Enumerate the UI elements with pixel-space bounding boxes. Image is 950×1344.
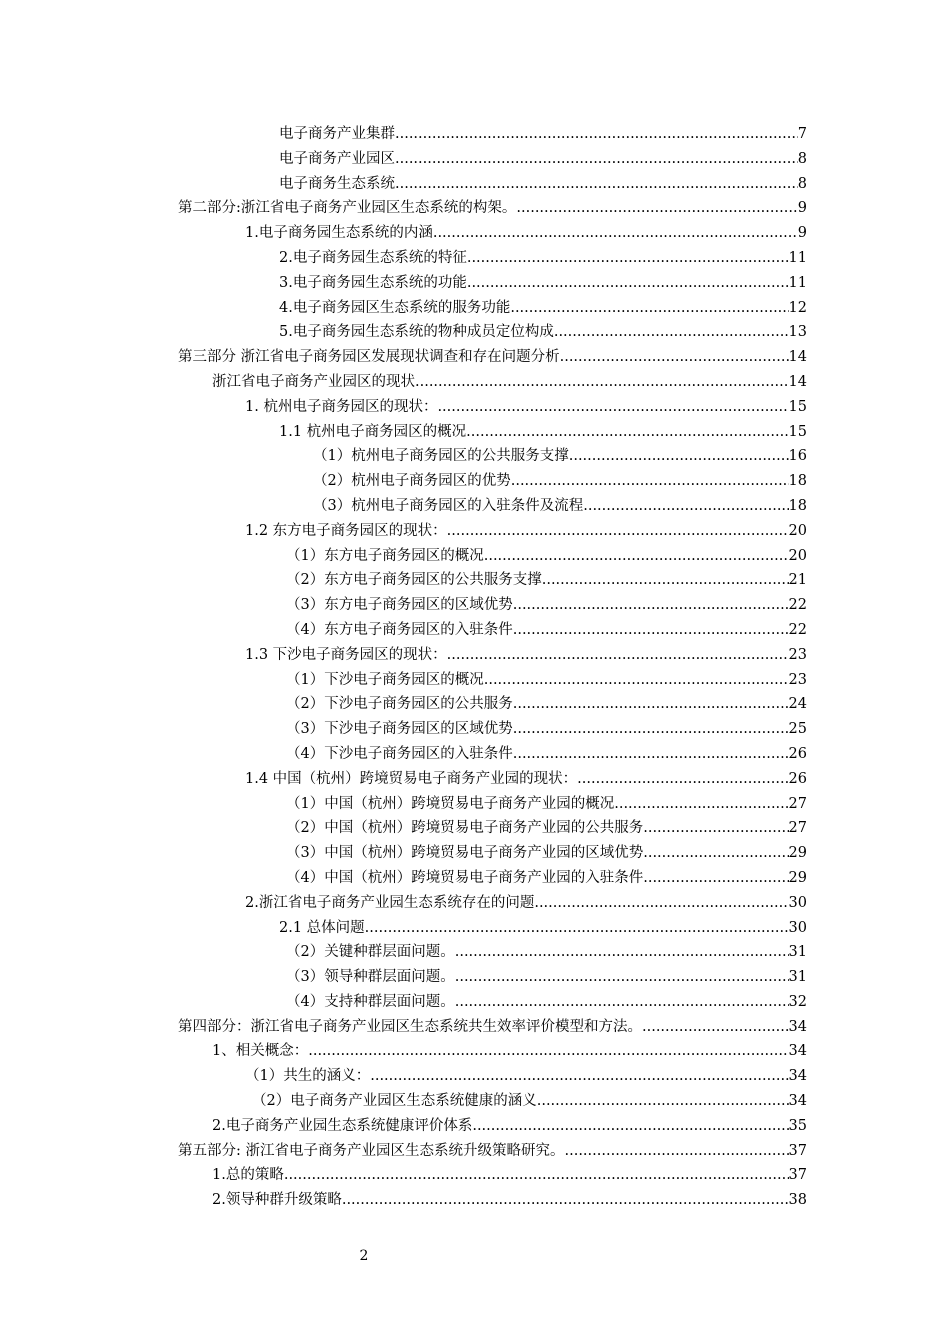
toc-entry-page-number: 8 — [797, 175, 807, 192]
toc-dot-leader — [415, 370, 789, 395]
toc-entry-title: （1）共生的涵义： — [245, 1068, 371, 1085]
toc-entry-page-number: 18 — [788, 497, 807, 514]
toc-dot-leader — [308, 1039, 788, 1064]
toc-entry-title: （2）下沙电子商务园区的公共服务 — [286, 696, 513, 713]
toc-entry[interactable] — [0, 221, 950, 246]
toc-entry-title: 1.电子商务园生态系统的内涵 — [245, 225, 433, 242]
toc-entry-row — [286, 841, 807, 866]
toc-entry-page-number: 22 — [788, 597, 807, 614]
toc-entry-page-number: 20 — [788, 522, 807, 539]
toc-entry[interactable] — [0, 643, 950, 668]
toc-entry[interactable] — [0, 196, 950, 221]
toc-entry-title: 1.3 下沙电子商务园区的现状： — [245, 646, 447, 663]
toc-entry-title: 1.1 杭州电子商务园区的概况 — [279, 423, 467, 440]
toc-entry-row — [245, 395, 807, 420]
toc-entry[interactable] — [0, 320, 950, 345]
toc-entry[interactable] — [0, 1064, 950, 1089]
toc-entry-title: 2.领导种群升级策略 — [212, 1192, 342, 1209]
toc-entry-row — [286, 866, 807, 891]
toc-entry-title: 第三部分 浙江省电子商务园区发展现状调查和存在问题分析 — [178, 349, 560, 366]
toc-entry-title: 第五部分: 浙江省电子商务产业园区生态系统升级策略研究。 — [178, 1142, 565, 1159]
toc-entry-page-number: 27 — [788, 820, 807, 837]
toc-entry-title: 浙江省电子商务产业园区的现状 — [212, 373, 415, 390]
toc-entry-row — [286, 717, 807, 742]
toc-dot-leader — [614, 792, 788, 817]
toc-dot-leader — [643, 841, 788, 866]
toc-entry-title: 2.浙江省电子商务产业园生态系统存在的问题 — [245, 894, 535, 911]
toc-entry-title: 4.电子商务园区生态系统的服务功能 — [279, 299, 511, 316]
toc-entry-page-number: 35 — [788, 1117, 807, 1134]
toc-entry[interactable] — [0, 692, 950, 717]
toc-dot-leader — [513, 618, 789, 643]
toc-entry-row — [286, 965, 807, 990]
toc-entry-title: （2）杭州电子商务园区的优势 — [313, 473, 511, 490]
toc-entry[interactable] — [0, 568, 950, 593]
toc-dot-leader — [447, 643, 789, 668]
toc-entry-page-number: 32 — [788, 993, 807, 1010]
toc-dot-leader — [583, 494, 788, 519]
toc-entry[interactable] — [0, 296, 950, 321]
toc-entry-title: 1、相关概念： — [212, 1043, 309, 1060]
toc-dot-leader — [437, 395, 788, 420]
toc-entry-row — [178, 196, 807, 221]
toc-entry[interactable] — [0, 916, 950, 941]
toc-entry-title: 5.电子商务园生态系统的物种成员定位构成 — [279, 324, 554, 341]
toc-entry-row — [313, 494, 807, 519]
toc-entry-title: （3）领导种群层面问题。 — [286, 969, 455, 986]
toc-entry[interactable] — [0, 940, 950, 965]
toc-entry-row — [279, 420, 807, 445]
toc-entry-row — [279, 172, 807, 197]
toc-entry[interactable] — [0, 519, 950, 544]
toc-entry[interactable] — [0, 1015, 950, 1040]
toc-entry-row — [279, 122, 807, 147]
toc-entry-title: 第二部分:浙江省电子商务产业园区生态系统的构架。 — [178, 200, 517, 217]
toc-entry-row — [245, 221, 807, 246]
toc-dot-leader — [466, 420, 788, 445]
toc-dot-leader — [467, 246, 789, 271]
toc-dot-leader — [577, 767, 788, 792]
toc-entry-page-number: 20 — [788, 547, 807, 564]
toc-entry-row — [245, 767, 807, 792]
toc-dot-leader — [455, 965, 789, 990]
toc-dot-leader — [433, 221, 798, 246]
toc-entry-title: （2）电子商务产业园区生态系统健康的涵义 — [252, 1093, 537, 1110]
toc-entry[interactable] — [0, 1188, 950, 1213]
toc-dot-leader — [395, 122, 798, 147]
toc-entry-title: （4）中国（杭州）跨境贸易电子商务产业园的入驻条件 — [286, 869, 644, 886]
toc-entry-row — [178, 345, 807, 370]
toc-entry[interactable] — [0, 717, 950, 742]
toc-entry[interactable] — [0, 792, 950, 817]
toc-entry[interactable] — [0, 742, 950, 767]
toc-dot-leader — [513, 593, 789, 618]
toc-entry-title: （1）下沙电子商务园区的概况 — [286, 671, 484, 688]
toc-entry-row — [178, 1015, 807, 1040]
toc-entry-page-number: 14 — [788, 373, 807, 390]
toc-entry[interactable] — [0, 1089, 950, 1114]
toc-entry-title: （4）东方电子商务园区的入驻条件 — [286, 621, 513, 638]
toc-entry[interactable] — [0, 271, 950, 296]
toc-entry-title: 1.总的策略 — [212, 1167, 284, 1184]
toc-entry[interactable] — [0, 444, 950, 469]
toc-entry-page-number: 26 — [788, 770, 807, 787]
toc-entry-row — [212, 1163, 807, 1188]
toc-entry-page-number: 29 — [788, 845, 807, 862]
toc-entry-row — [178, 1139, 807, 1164]
toc-entry-row — [212, 370, 807, 395]
toc-entry[interactable] — [0, 172, 950, 197]
toc-dot-leader — [643, 816, 788, 841]
toc-entry[interactable] — [0, 345, 950, 370]
toc-entry-row — [279, 271, 807, 296]
toc-entry-title: （1）杭州电子商务园区的公共服务支撑 — [313, 448, 569, 465]
toc-entry-row — [279, 246, 807, 271]
toc-entry[interactable] — [0, 866, 950, 891]
page-number: 2 — [359, 1248, 369, 1264]
toc-entry-title: （3）杭州电子商务园区的入驻条件及流程 — [313, 497, 584, 514]
toc-entry-row — [245, 1064, 807, 1089]
table-of-contents — [0, 122, 950, 1213]
toc-entry-row — [279, 147, 807, 172]
toc-entry-title: 第四部分：浙江省电子商务产业园区生态系统共生效率评价模型和方法。 — [178, 1018, 642, 1035]
toc-dot-leader — [455, 990, 789, 1015]
toc-entry-title: （1）中国（杭州）跨境贸易电子商务产业园的概况 — [286, 795, 615, 812]
toc-entry-row — [286, 816, 807, 841]
toc-entry-title: 2.电子商务产业园生态系统健康评价体系 — [212, 1117, 473, 1134]
toc-entry-title: 1. 杭州电子商务园区的现状： — [245, 398, 438, 415]
toc-entry-title: （3）东方电子商务园区的区域优势 — [286, 597, 513, 614]
toc-entry-row — [212, 1188, 807, 1213]
toc-entry-page-number: 34 — [788, 1068, 807, 1085]
toc-entry-page-number: 23 — [788, 671, 807, 688]
toc-entry-row — [286, 990, 807, 1015]
toc-entry-page-number: 34 — [788, 1043, 807, 1060]
toc-entry-page-number: 30 — [788, 894, 807, 911]
toc-entry-page-number: 34 — [788, 1093, 807, 1110]
toc-entry-row — [286, 544, 807, 569]
toc-dot-leader — [542, 568, 789, 593]
toc-entry-title: 1.4 中国（杭州）跨境贸易电子商务产业园的现状： — [245, 770, 578, 787]
toc-entry[interactable] — [0, 147, 950, 172]
toc-entry[interactable] — [0, 1139, 950, 1164]
toc-entry-row — [313, 444, 807, 469]
toc-dot-leader — [537, 1089, 789, 1114]
toc-entry[interactable] — [0, 1039, 950, 1064]
toc-entry-row — [279, 320, 807, 345]
toc-entry[interactable] — [0, 1163, 950, 1188]
toc-entry-title: （2）东方电子商务园区的公共服务支撑 — [286, 572, 542, 589]
toc-entry-title: （3）下沙电子商务园区的区域优势 — [286, 721, 513, 738]
toc-entry-title: 电子商务生态系统 — [279, 175, 395, 192]
toc-entry-title: 3.电子商务园生态系统的功能 — [279, 274, 467, 291]
toc-dot-leader — [554, 320, 789, 345]
toc-entry[interactable] — [0, 370, 950, 395]
toc-entry-page-number: 16 — [788, 448, 807, 465]
toc-entry-title: （4）支持种群层面问题。 — [286, 993, 455, 1010]
toc-dot-leader — [370, 1064, 788, 1089]
toc-entry[interactable] — [0, 618, 950, 643]
toc-entry-row — [286, 742, 807, 767]
toc-entry[interactable] — [0, 469, 950, 494]
toc-dot-leader — [642, 1015, 789, 1040]
toc-entry-title: 电子商务产业集群 — [279, 126, 395, 142]
toc-entry-title: （2）中国（杭州）跨境贸易电子商务产业园的公共服务 — [286, 820, 644, 837]
toc-entry-page-number: 8 — [797, 150, 807, 167]
toc-entry-page-number: 21 — [788, 572, 807, 589]
toc-dot-leader — [472, 1114, 788, 1139]
toc-entry-row — [286, 792, 807, 817]
toc-dot-leader — [513, 717, 789, 742]
toc-entry-title: 1.2 东方电子商务园区的现状： — [245, 522, 447, 539]
toc-dot-leader — [467, 271, 789, 296]
toc-entry[interactable] — [0, 816, 950, 841]
toc-dot-leader — [513, 742, 789, 767]
toc-entry-page-number: 13 — [788, 324, 807, 341]
toc-entry-row — [313, 469, 807, 494]
toc-entry-row — [212, 1039, 807, 1064]
toc-entry-page-number: 9 — [797, 225, 807, 242]
toc-entry-title: （2）关键种群层面问题。 — [286, 944, 455, 961]
toc-entry[interactable] — [0, 965, 950, 990]
toc-entry[interactable] — [0, 246, 950, 271]
toc-entry-page-number: 37 — [788, 1142, 807, 1159]
toc-dot-leader — [455, 940, 789, 965]
toc-dot-leader — [284, 1163, 789, 1188]
toc-entry-title: （3）中国（杭州）跨境贸易电子商务产业园的区域优势 — [286, 845, 644, 862]
toc-dot-leader — [516, 196, 797, 221]
toc-entry-row — [245, 891, 807, 916]
toc-entry[interactable] — [0, 668, 950, 693]
toc-entry-page-number: 27 — [788, 795, 807, 812]
toc-entry[interactable] — [0, 122, 950, 147]
toc-entry-page-number: 38 — [788, 1192, 807, 1209]
toc-entry[interactable] — [0, 891, 950, 916]
toc-entry-page-number: 30 — [788, 919, 807, 936]
toc-entry[interactable] — [0, 494, 950, 519]
toc-entry-page-number: 11 — [788, 249, 807, 266]
toc-entry-page-number: 29 — [788, 869, 807, 886]
toc-dot-leader — [510, 296, 788, 321]
toc-entry-row — [286, 668, 807, 693]
toc-entry-page-number: 14 — [788, 349, 807, 366]
toc-entry-row — [279, 296, 807, 321]
toc-dot-leader — [395, 147, 798, 172]
toc-entry-title: （4）下沙电子商务园区的入驻条件 — [286, 745, 513, 762]
toc-dot-leader — [511, 469, 789, 494]
toc-entry-title: 电子商务产业园区 — [279, 150, 395, 167]
toc-entry[interactable] — [0, 841, 950, 866]
toc-entry-row — [286, 593, 807, 618]
toc-entry-page-number: 7 — [797, 126, 807, 142]
toc-entry-row — [286, 618, 807, 643]
toc-dot-leader — [565, 1139, 789, 1164]
toc-entry-page-number: 25 — [788, 721, 807, 738]
toc-dot-leader — [447, 519, 789, 544]
toc-entry-page-number: 24 — [788, 696, 807, 713]
toc-dot-leader — [513, 692, 789, 717]
toc-dot-leader — [534, 891, 788, 916]
toc-entry-page-number: 31 — [788, 969, 807, 986]
toc-entry-row — [245, 519, 807, 544]
toc-entry-page-number: 34 — [788, 1018, 807, 1035]
toc-entry-page-number: 12 — [788, 299, 807, 316]
toc-entry[interactable] — [0, 1114, 950, 1139]
toc-entry-title: 2.电子商务园生态系统的特征 — [279, 249, 467, 266]
toc-entry-title: （1）东方电子商务园区的概况 — [286, 547, 484, 564]
toc-entry-row — [279, 916, 807, 941]
toc-entry-title: 2.1 总体问题 — [279, 919, 365, 936]
toc-entry-page-number: 9 — [797, 200, 807, 217]
toc-entry[interactable] — [0, 420, 950, 445]
toc-entry-row — [286, 568, 807, 593]
toc-entry[interactable] — [0, 593, 950, 618]
toc-entry[interactable] — [0, 767, 950, 792]
toc-entry-page-number: 26 — [788, 745, 807, 762]
toc-dot-leader — [484, 668, 789, 693]
toc-dot-leader — [484, 544, 789, 569]
toc-entry-page-number: 11 — [788, 274, 807, 291]
toc-entry-page-number: 37 — [788, 1167, 807, 1184]
toc-entry-page-number: 22 — [788, 621, 807, 638]
toc-entry-page-number: 15 — [788, 398, 807, 415]
toc-entry-row — [245, 643, 807, 668]
toc-entry-row — [286, 940, 807, 965]
toc-dot-leader — [342, 1188, 789, 1213]
toc-entry-page-number: 23 — [788, 646, 807, 663]
toc-dot-leader — [365, 916, 789, 941]
toc-dot-leader — [569, 444, 789, 469]
toc-entry[interactable] — [0, 544, 950, 569]
toc-entry-row — [286, 692, 807, 717]
toc-dot-leader — [643, 866, 788, 891]
toc-dot-leader — [395, 172, 798, 197]
toc-dot-leader — [560, 345, 789, 370]
toc-entry[interactable] — [0, 395, 950, 420]
toc-entry-page-number: 31 — [788, 944, 807, 961]
toc-entry-page-number: 15 — [788, 423, 807, 440]
toc-entry[interactable] — [0, 990, 950, 1015]
toc-entry-page-number: 18 — [788, 473, 807, 490]
toc-entry-row — [212, 1114, 807, 1139]
toc-entry-row — [252, 1089, 807, 1114]
